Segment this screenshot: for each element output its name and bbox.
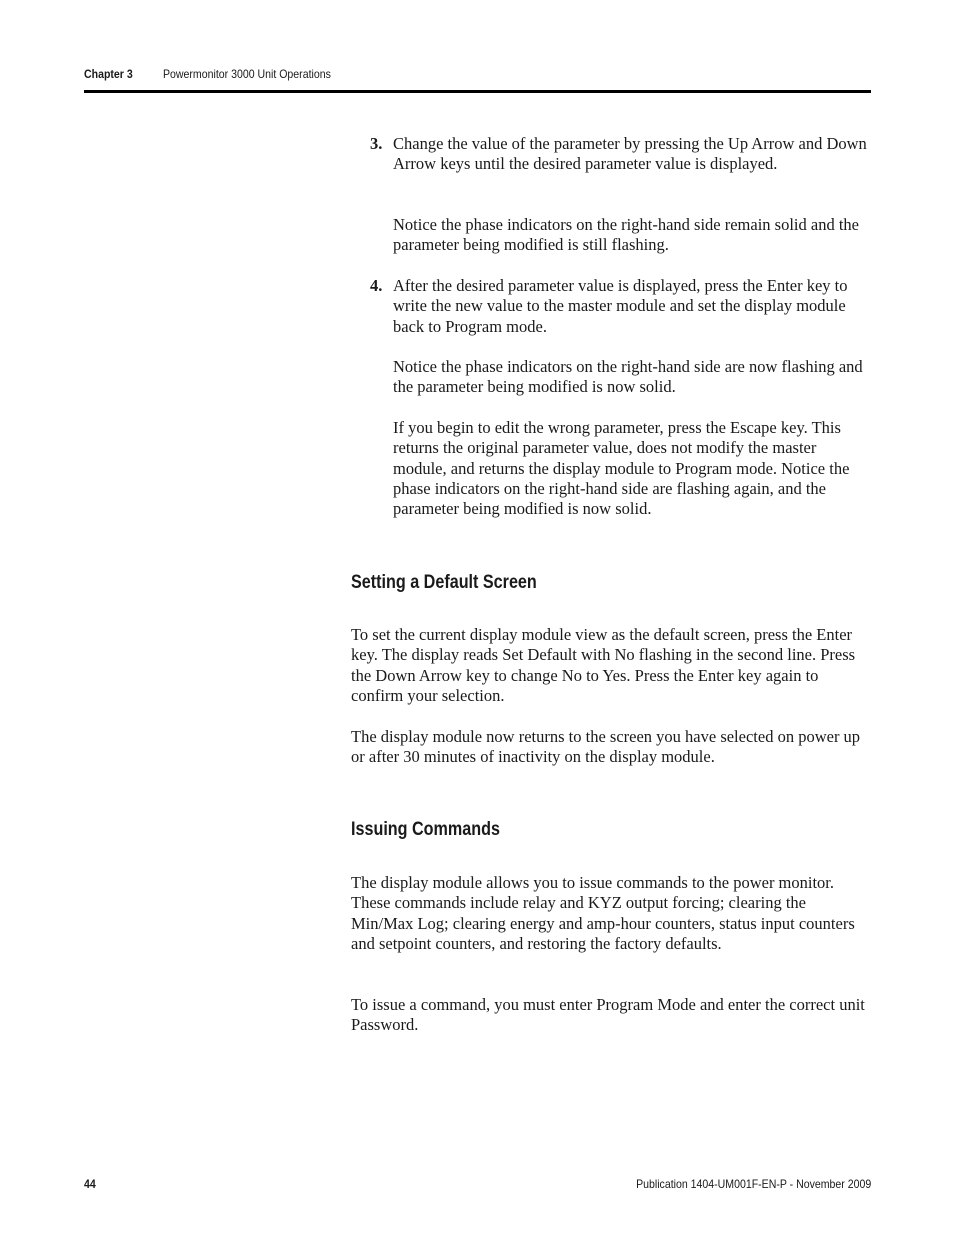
publication-info: Publication 1404-UM001F-EN-P - November 2009	[635, 1177, 871, 1191]
section-paragraph: To set the current display module view as the default screen, press the Enter key. The display reads Set Default with No flashing in the second line. Press the Down Arrow key to change No to Yes. Press the Enter key again to confirm your selection.	[351, 625, 856, 705]
page-header	[84, 66, 871, 93]
page-number: 44	[84, 1177, 96, 1191]
chapter-label: Chapter 3	[84, 67, 133, 81]
step-4-note-1: Notice the phase indicators on the right-hand side are now flashing and the parameter being modified is now solid.	[393, 357, 863, 397]
section-paragraph: The display module now returns to the screen you have selected on power up or after 30 minutes of inactivity on the display module.	[351, 727, 861, 767]
section-paragraph: The display module allows you to issue commands to the power monitor. These commands include relay and KYZ output forcing; clearing the Min/Max Log; clearing energy and amp-hour counters, status input counters and setpoint counters, and restoring the factory defaults.	[351, 873, 855, 953]
step-3-note-1: Notice the phase indicators on the right-hand side remain solid and the parameter being modified is still flashing.	[393, 215, 859, 255]
step-text: After the desired parameter value is displayed, press the Enter key to write the new value to the master module and set the display module back to Program mode.	[393, 276, 848, 336]
section-heading-issuing-commands: Issuing Commands	[351, 819, 500, 840]
section-heading-default-screen: Setting a Default Screen	[351, 572, 537, 593]
step-number: 4.	[370, 276, 383, 295]
section-paragraph: To issue a command, you must enter Program Mode and enter the correct unit Password.	[351, 995, 865, 1035]
chapter-title: Powermonitor 3000 Unit Operations	[163, 67, 331, 81]
step-4-note-2: If you begin to edit the wrong parameter, press the Escape key. This returns the original parameter value, does not modify the master module, and returns the display module to Program mode. Notice the phase indicators on the right-hand side are flashing again, and the parameter being modified is now solid.	[393, 418, 850, 519]
step-number: 3.	[370, 134, 383, 153]
step-text: Change the value of the parameter by pressing the Up Arrow and Down Arrow keys until the desired parameter value is displayed.	[393, 134, 867, 174]
